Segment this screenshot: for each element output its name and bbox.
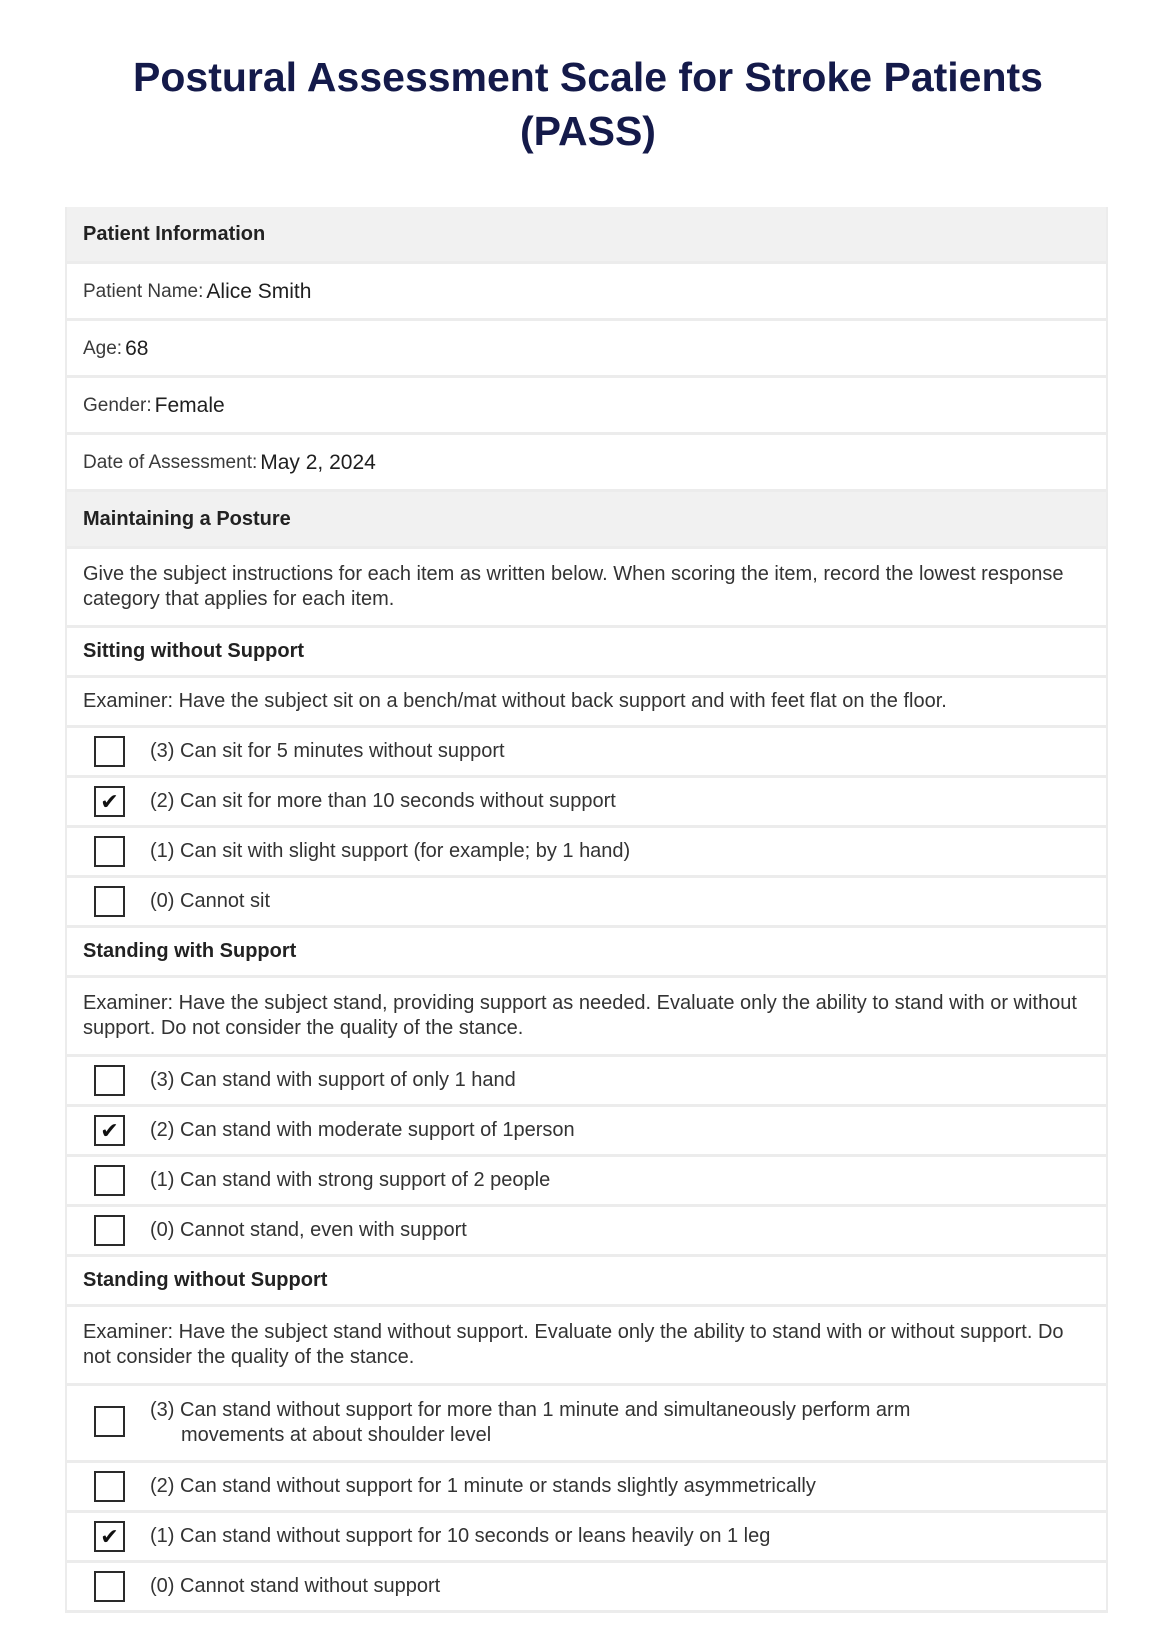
option-label: (0) Cannot stand without support [150, 1575, 441, 1597]
checkbox-unchecked-icon[interactable] [94, 1471, 125, 1502]
assessment-date-label: Date of Assessment: [83, 451, 258, 473]
examiner-instruction: Examiner: Have the subject stand without support. Evaluate only the ability to stand with or without support. Do not consider the quality of the stance. [83, 1321, 1064, 1368]
checkbox-unchecked-icon[interactable] [94, 886, 125, 917]
instructions-row [67, 549, 1106, 628]
standing-with-examiner-row [67, 978, 1106, 1057]
option-label: (3) Can stand with support of only 1 hand [150, 1069, 516, 1091]
option-label: (0) Cannot stand, even with support [150, 1219, 467, 1241]
checkbox-checked-icon[interactable]: ✔ [94, 1115, 125, 1146]
section-heading: Maintaining a Posture [83, 507, 291, 530]
option-label: (1) Can sit with slight support (for example; by 1 hand) [150, 840, 631, 862]
item-heading: Sitting without Support [83, 640, 305, 662]
option-label: (1) Can stand without support for 10 seconds or leans heavily on 1 leg [150, 1525, 771, 1547]
checkbox-unchecked-icon[interactable] [94, 736, 125, 767]
checkbox-unchecked-icon[interactable] [94, 1065, 125, 1096]
age-label: Age: [83, 337, 123, 359]
sitting-option-2[interactable] [67, 778, 1106, 828]
option-label-line-1: (3) Can stand without support for more than 1 minute and simultaneously perform arm [150, 1399, 911, 1421]
standing-without-option-0[interactable] [67, 1563, 1106, 1613]
standing-without-support-heading [67, 1257, 1106, 1307]
checkbox-unchecked-icon[interactable] [94, 1406, 125, 1437]
assessment-date-value[interactable]: May 2, 2024 [260, 450, 376, 474]
assessment-form [65, 207, 1108, 1613]
examiner-instruction: Examiner: Have the subject stand, providing support as needed. Evaluate only the ability to stand with or without support. Do not consider the quality of the stance. [83, 992, 1077, 1039]
title-line-1: Postural Assessment Scale for Stroke Patients [133, 54, 1043, 100]
item-heading: Standing without Support [83, 1269, 328, 1291]
sitting-option-1[interactable] [67, 828, 1106, 878]
maintaining-posture-heading [67, 492, 1106, 549]
checkbox-unchecked-icon[interactable] [94, 1215, 125, 1246]
title-line-2: (PASS) [520, 108, 656, 154]
standing-without-option-2[interactable] [67, 1463, 1106, 1513]
patient-info-heading [67, 207, 1106, 264]
instructions-text: Give the subject instructions for each item as written below. When scoring the item, record the lowest response category that applies for each item. [83, 563, 1064, 610]
gender-label: Gender: [83, 394, 152, 416]
sitting-option-3[interactable] [67, 728, 1106, 778]
item-heading: Standing with Support [83, 940, 297, 962]
option-label: (0) Cannot sit [150, 890, 271, 912]
standing-with-option-2[interactable] [67, 1107, 1106, 1157]
standing-without-examiner-row [67, 1307, 1106, 1386]
patient-name-label: Patient Name: [83, 280, 204, 302]
sitting-option-0[interactable] [67, 878, 1106, 928]
standing-with-option-1[interactable] [67, 1157, 1106, 1207]
age-value[interactable]: 68 [125, 336, 149, 360]
option-label: (2) Can stand without support for 1 minute or stands slightly asymmetrically [150, 1475, 816, 1497]
standing-with-option-3[interactable] [67, 1057, 1106, 1107]
sitting-without-support-heading [67, 628, 1106, 678]
patient-name-row [67, 264, 1106, 321]
patient-name-value[interactable]: Alice Smith [206, 279, 312, 303]
sitting-examiner-row [67, 678, 1106, 728]
section-heading: Patient Information [83, 222, 266, 245]
option-label: (2) Can stand with moderate support of 1person [150, 1119, 575, 1141]
checkbox-unchecked-icon[interactable] [94, 1571, 125, 1602]
checkbox-unchecked-icon[interactable] [94, 836, 125, 867]
standing-with-option-0[interactable] [67, 1207, 1106, 1257]
age-row [67, 321, 1106, 378]
option-label [150, 1398, 910, 1448]
checkbox-checked-icon[interactable]: ✔ [94, 1521, 125, 1552]
option-label: (2) Can sit for more than 10 seconds without support [150, 790, 616, 812]
examiner-instruction: Examiner: Have the subject sit on a bench/mat without back support and with feet flat on the floor. [83, 690, 947, 712]
option-label-line-2: movements at about shoulder level [181, 1424, 492, 1446]
option-label: (1) Can stand with strong support of 2 people [150, 1169, 551, 1191]
gender-row [67, 378, 1106, 435]
standing-without-option-3[interactable] [67, 1386, 1106, 1463]
standing-with-support-heading [67, 928, 1106, 978]
page-title [0, 50, 1176, 158]
assessment-date-row [67, 435, 1106, 492]
checkbox-unchecked-icon[interactable] [94, 1165, 125, 1196]
option-label: (3) Can sit for 5 minutes without support [150, 740, 505, 762]
checkbox-checked-icon[interactable]: ✔ [94, 786, 125, 817]
standing-without-option-1[interactable] [67, 1513, 1106, 1563]
gender-value[interactable]: Female [154, 393, 225, 417]
